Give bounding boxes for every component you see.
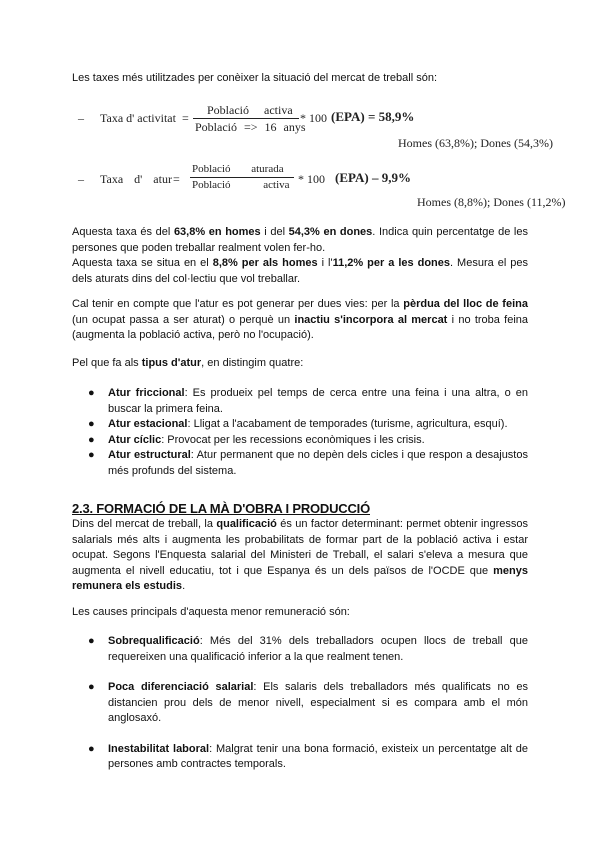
list-item [72,417,528,433]
term: Atur estacional [108,418,188,430]
unemployment-types-list [72,386,528,479]
paragraph-types-intro [72,356,528,372]
paragraph-activity [72,225,528,256]
text: Aquesta taxa se situa en el [72,257,213,269]
paragraph-causes-unemployment [72,297,528,344]
fraction-bar [190,177,294,178]
highlight: 54,3% en dones [288,226,373,238]
bullet-icon: ● [88,742,95,755]
text: Cal tenir en compte que l'atur es pot generar per dues vies: per la [72,298,404,310]
list-item [72,448,528,479]
formula-breakdown: Homes (63,8%); Dones (54,3%) [398,136,553,150]
bullet-icon: ● [88,681,95,693]
paragraph-qualification [72,517,528,595]
formula-breakdown: Homes (8,8%); Dones (11,2%) [417,195,566,209]
formula-name: Taxa d' atur [100,172,172,186]
formula-name: Taxa d' activitat [100,111,176,125]
description: : Provocat per les recessions econòmiques i les crisis. [161,433,425,446]
term: Inestabilitat laboral [108,742,210,755]
description: : Més del 31% dels treballadors ocupen llocs de treball que requereixen una qualificació inferior a la que realment tenen. [108,635,528,663]
text: Pel que fa als [72,357,142,369]
formula-bullet: – [78,111,84,125]
highlight: 8,8% per als homes [212,257,318,269]
paragraph-unemployment [72,256,528,287]
highlight: menys remunera els estudis [72,564,528,592]
list-item [72,634,528,665]
formula-equals: = [182,111,189,125]
term: Atur cíclic [108,433,162,446]
list-item [72,680,528,727]
highlight: 63,8% en homes [173,226,261,238]
description: : Atur permanent que no depèn dels cicles i que respon a desajustos més profunds del sistema. [108,449,528,477]
formula-result: (EPA) – 9,9% [335,170,411,185]
bullet-icon: ● [88,433,95,446]
highlight: inactiu s'incorpora al mercat [294,313,448,326]
highlight: qualificació [216,518,277,530]
formula-denominator: Població activa [192,179,290,191]
formula-bullet: – [78,172,84,186]
formula-numerator: Població activa [207,103,293,117]
term: Atur estructural [108,449,191,461]
term: Poca diferenciació salarial [108,681,254,693]
highlight: 11,2% per a les dones [332,257,451,269]
bullet-icon: ● [88,418,95,430]
formula-times: * 100 [300,111,327,125]
text: és un factor determinant: permet obtenir ingressos salarials més alts i augmenta les probabilitats de formar part de la població activa i estar ocupat. Segons l'Enquesta salarial del Ministeri de Treball, el salari s'eleva a mesura que augmenta el nivell educatiu, tot i que Espanya és un dels països de l'OCDE que [72,518,528,577]
text: . Mesura el pes dels aturats dins del col·lectiu que vol treballar. [72,257,528,285]
intro-text: Les taxes més utilitzades per conèixer la situació del mercat de treball són: [72,72,438,84]
list-item [72,386,528,417]
text: Dins del mercat de treball, la [72,518,217,530]
description: : Els salaris dels treballadors més qualificats no es distancien prou dels de menor nivell, especialment si es compara amb el món anglosaxó. [108,681,528,724]
bullet-icon: ● [88,449,95,461]
highlight: pèrdua del lloc de feina [403,298,528,310]
bullet-icon: ● [88,635,95,647]
formula-times: * 100 [298,172,325,186]
bullet-icon: ● [88,387,95,399]
text: (un ocupat passa a ser aturat) o perquè un [72,313,295,326]
formula-denominator: Població => 16 anys [195,120,306,134]
formula-equals: = [173,172,180,186]
term: Atur friccional [108,387,185,399]
paragraph-causes-intro: Les causes principals d'aquesta menor remuneració són: [72,606,350,618]
description: : Malgrat tenir una bona formació, existeix un percentatge alt de persones amb contractes temporals. [108,742,528,770]
text: i no troba feina (augmenta la població activa, però no l'ocupació). [72,313,528,341]
list-item [72,742,528,773]
text: . [182,580,186,592]
text: i l' [317,257,333,269]
highlight: tipus d'atur [141,357,202,369]
term: Sobrequalificació [108,635,200,647]
text: , en distingim quatre: [201,357,304,369]
section-heading: 2.3. FORMACIÓ DE LA MÀ D'OBRA I PRODUCCIÓ [72,501,370,516]
description: : Lligat a l'acabament de temporades (turisme, agricultura, esquí). [187,418,508,430]
description: : Es produeix pel temps de cerca entre una feina i una altra, o en buscar la primera feina. [108,387,528,415]
text: i del [260,226,289,238]
text: . Indica quin percentatge de les persones que poden treballar realment volen fer-ho. [72,226,528,254]
formula-result: (EPA) = 58,9% [331,109,415,124]
formula-numerator: Població aturada [192,163,284,175]
causes-list [72,634,528,773]
list-item [72,433,528,449]
text: Aquesta taxa és del [72,226,174,238]
